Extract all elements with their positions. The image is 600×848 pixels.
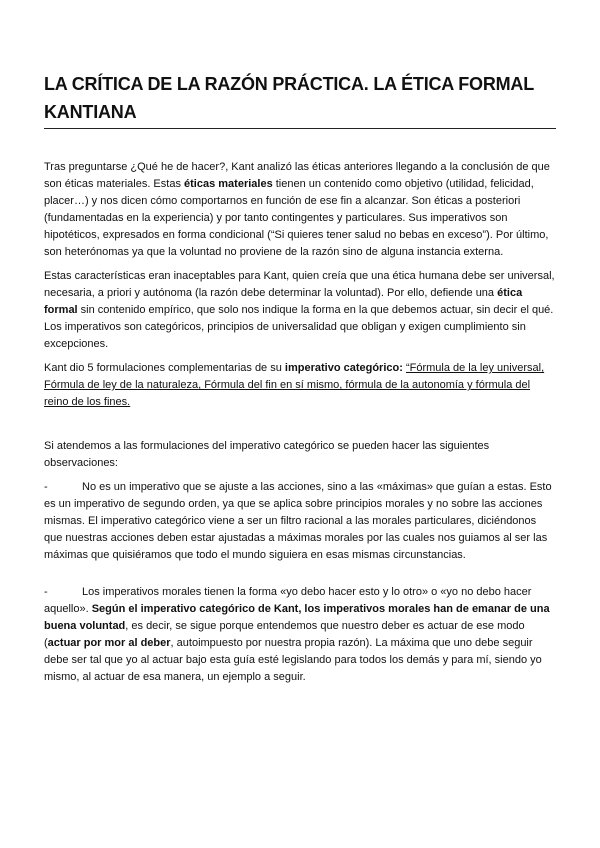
- list-dash: -: [44, 481, 48, 493]
- list-item-maxims: [44, 479, 556, 564]
- list-item-good-will: [44, 584, 556, 686]
- list-item-text: No es un imperativo que se ajuste a las acciones, sino a las «máximas» que guían a estas. Esto es un imperativo de segundo orden, ya que se aplica sobre principios morales y no sobre las acciones mismas. El imperativo categórico viene a ser un filtro racional a las morales particulares, diciéndonos que nuestras acciones deben estar ajustadas a máximas morales por las cuales nos guiamos al ser las máximas que quisiéramos que todo el mundo siguiera en esas mismas circunstancias.: [44, 481, 552, 561]
- title-divider: [44, 128, 556, 129]
- text-run: Kant dio 5 formulaciones complementarias de su: [44, 362, 285, 374]
- text-run: Estas características eran inaceptables para Kant, quien creía que una ética humana debe ser universal, necesaria, a priori y autónoma (la razón debe determinar la voluntad). Por ello, defiende una: [44, 270, 555, 299]
- bold-duty: actuar por mor al deber: [47, 637, 171, 649]
- document-title: LA CRÍTICA DE LA RAZÓN PRÁCTICA. LA ÉTICA FORMAL KANTIANA: [44, 74, 534, 122]
- text-run: , es decir, se sigue porque entendemos que nuestro deber es actuar de ese modo (: [44, 620, 525, 649]
- text-run: tienen un contenido como objetivo (utilidad, felicidad, placer…) y nos dicen cómo comportarnos en función de ese fin a alcanzar. Son éticas a posteriori (fundamentadas en la experiencia) y por tanto contingentes y particulares. Sus imperativos son hipotéticos, expresados en forma condicional (“Si quieres tener salud no bebas en exceso”). Por último, son heterónomas ya que la voluntad no proviene de la razón sino de alguna instancia externa.: [44, 178, 549, 258]
- document-page: [44, 70, 556, 693]
- bold-term-material-ethics: éticas materiales: [184, 178, 273, 190]
- bold-good-will: Según el imperativo categórico de Kant, los imperativos morales han de emanar de una buena voluntad: [44, 603, 550, 632]
- text-run: , autoimpuesto por nuestra propia razón). La máxima que uno debe seguir debe ser tal que yo al actuar bajo esta guía esté legislando para todos los demás y para mí, siendo yo mismo, al actuar de esa manera, un ejemplo a seguir.: [44, 637, 542, 683]
- list-dash: -: [44, 586, 48, 598]
- text-run: sin contenido empírico, que solo nos indique la forma en la que debemos actuar, sin decir el qué. Los imperativos son categóricos, principios de universalidad que obligan y exigen cumplimiento sin excepciones.: [44, 304, 554, 350]
- paragraph-formulations: [44, 360, 556, 411]
- paragraph-observations-intro: Si atendemos a las formulaciones del imperativo categórico se pueden hacer las siguientes observaciones:: [44, 440, 490, 469]
- paragraph-formal-ethics: [44, 268, 556, 353]
- bold-term-formal-ethics: ética formal: [44, 287, 523, 316]
- paragraph-material-ethics: [44, 159, 556, 261]
- bold-term-categorical-imperative: imperativo categórico:: [284, 362, 403, 374]
- document-body: [44, 159, 556, 686]
- text-run: Los imperativos morales tienen la forma «yo debo hacer esto y lo otro» o «yo no debo hacer aquello».: [44, 586, 532, 615]
- text-run: Tras preguntarse ¿Qué he de hacer?, Kant analizó las éticas anteriores llegando a la conclusión de que son éticas materiales. Estas: [44, 161, 550, 190]
- underlined-formulations: “Fórmula de la ley universal, Fórmula de ley de la naturaleza, Fórmula del fin en sí mismo, fórmula de la autonomía y fórmula del reino de los fines.: [44, 362, 545, 408]
